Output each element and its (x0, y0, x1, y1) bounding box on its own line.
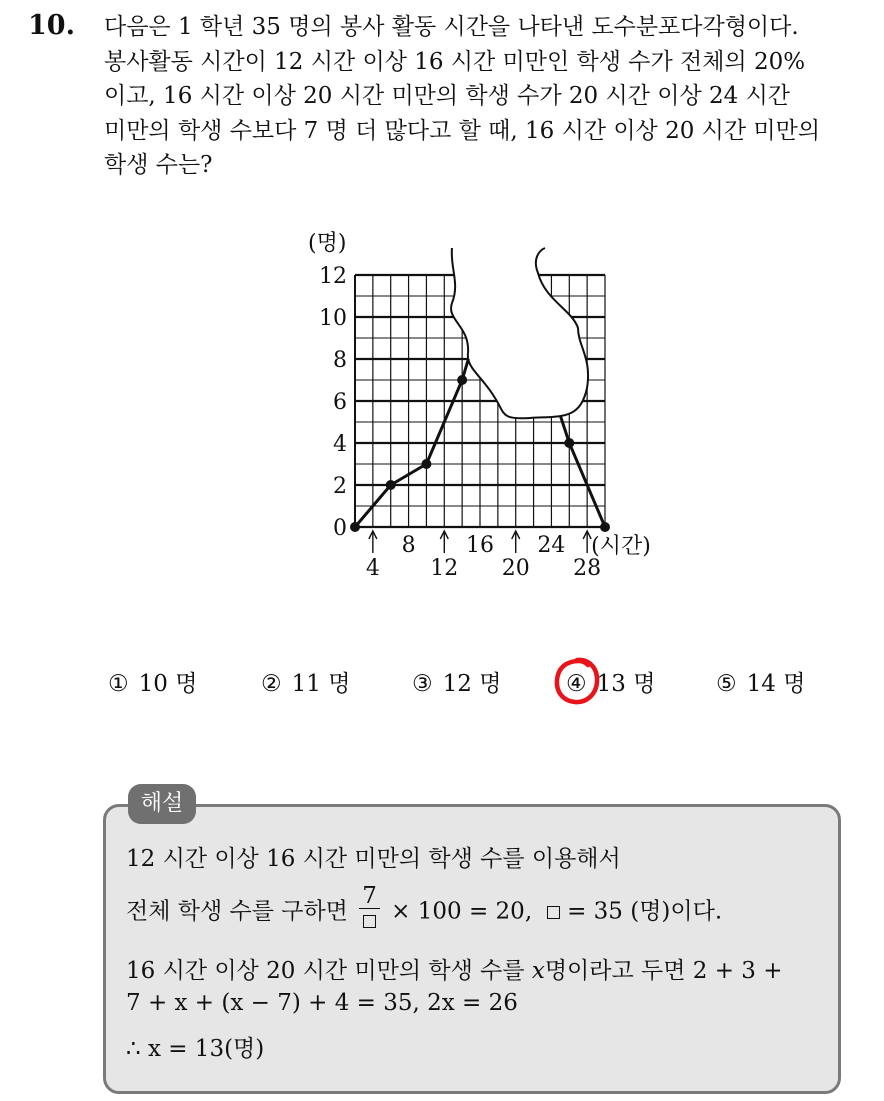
explanation-line-4: 7 + x + (x − 7) + 4 = 35, 2x = 26 (126, 990, 518, 1016)
x-tick-label-lower: 28 (573, 556, 602, 581)
explanation-line-1: 12 시간 이상 16 시간 미만의 학생 수를 이용해서 (126, 846, 621, 872)
data-point (600, 522, 610, 532)
data-point (564, 438, 574, 448)
choice-3[interactable]: ③ 12 명 (412, 671, 502, 697)
blank-square-icon (363, 915, 376, 928)
explanation-line-2: 전체 학생 수를 구하면 7 × 100 = 20, = 35 (명)이다. (126, 888, 722, 937)
choice-1[interactable]: ① 10 명 (108, 671, 198, 697)
y-tick-label: 2 (333, 474, 347, 499)
explanation-line-3: 16 시간 이상 20 시간 미만의 학생 수를 x명이라고 두면 2 + 3 + (126, 958, 783, 984)
data-point (350, 522, 360, 532)
data-point (386, 480, 396, 490)
y-tick-label: 10 (319, 306, 347, 331)
polygon-line-right (560, 416, 605, 527)
question-line: 봉사활동 시간이 12 시간 이상 16 시간 미만인 학생 수가 전체의 20% (104, 48, 806, 75)
answer-choices (108, 665, 828, 705)
question-line: 학생 수는? (104, 152, 213, 178)
x-tick-label-upper: 8 (401, 533, 416, 558)
x-tick-label-lower: 4 (365, 556, 380, 581)
fraction: 7 (359, 884, 380, 933)
selected-answer-circle-icon (552, 655, 602, 707)
question-number: 10. (28, 10, 75, 41)
y-tick-label: 8 (333, 348, 347, 373)
explanation-line-5: ∴ x = 13(명) (126, 1036, 265, 1062)
choice-5[interactable]: ⑤ 14 명 (716, 671, 806, 697)
y-axis-label: (명) (308, 231, 347, 256)
blank-square-icon (547, 906, 560, 919)
x-tick-label-upper: 16 (466, 533, 494, 558)
data-point (457, 375, 467, 385)
question-line: 다음은 1 학년 35 명의 봉사 활동 시간을 나타낸 도수분포다각형이다. (104, 14, 799, 40)
y-tick-label: 4 (333, 432, 347, 457)
y-tick-label: 6 (333, 390, 347, 415)
choice-2[interactable]: ② 11 명 (261, 671, 351, 697)
question-line: 미만의 학생 수보다 7 명 더 많다고 할 때, 16 시간 이상 20 시간 미만의 (104, 117, 821, 144)
explanation-tag: 해설 (128, 784, 196, 824)
question-line: 이고, 16 시간 이상 20 시간 미만의 학생 수가 20 시간 이상 24 시간 (104, 83, 790, 109)
x-tick-label-lower: 20 (501, 556, 530, 581)
torn-paper-region (451, 248, 588, 418)
data-point (421, 459, 431, 469)
question-text (104, 10, 874, 183)
choice-4[interactable]: ④ 13 명 (566, 671, 656, 697)
y-tick-label: 12 (319, 264, 347, 289)
x-tick-label-upper: 24 (537, 533, 566, 558)
frequency-polygon-chart (300, 228, 680, 588)
x-tick-label-lower: 12 (430, 556, 459, 581)
y-tick-label: 0 (333, 516, 347, 541)
x-axis-label: (시간) (591, 534, 651, 559)
